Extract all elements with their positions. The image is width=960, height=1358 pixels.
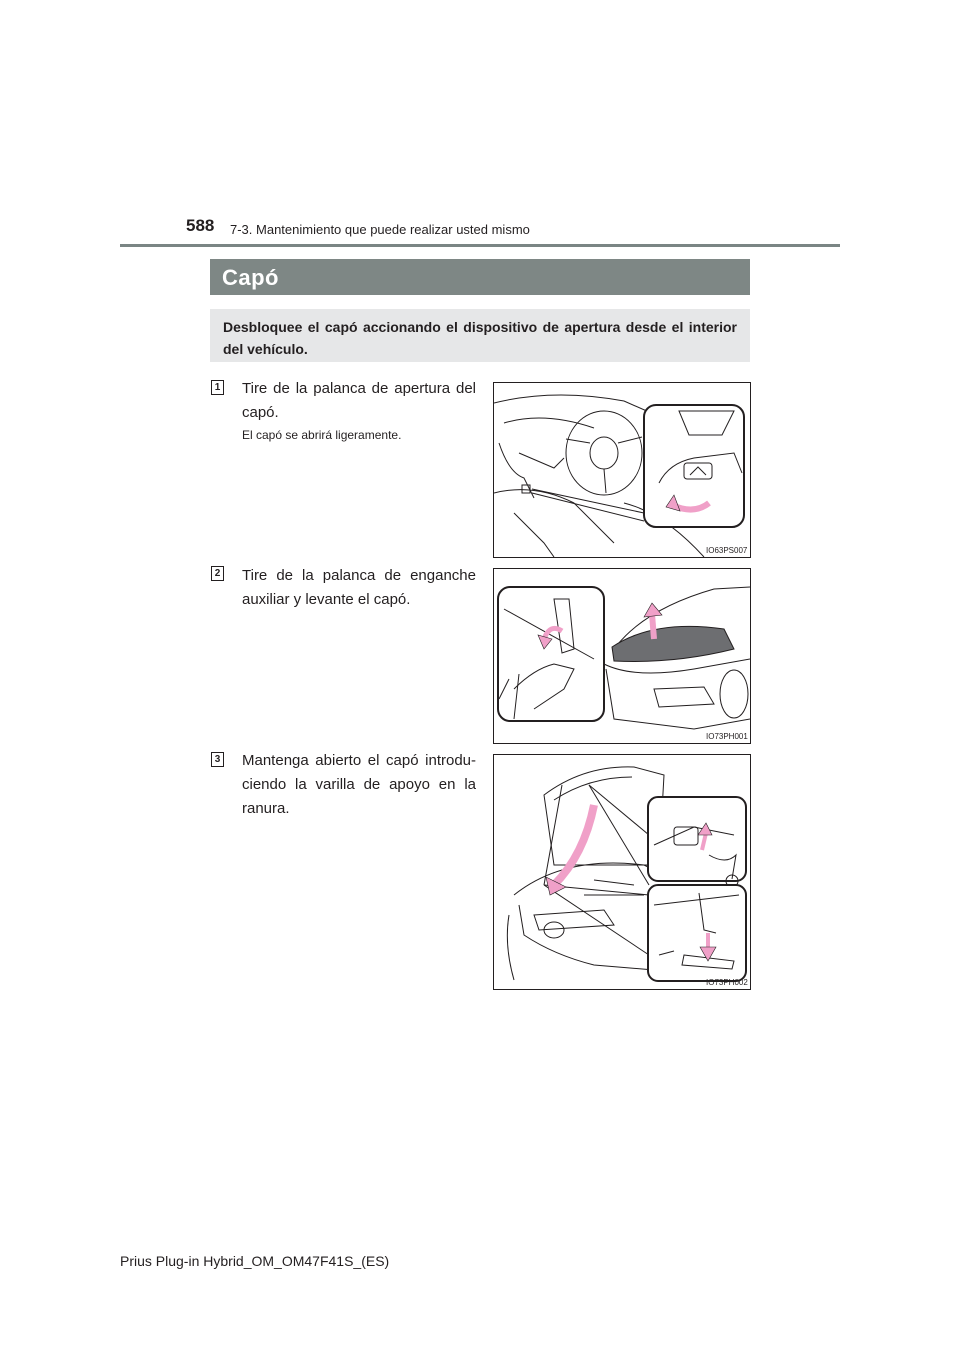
step-3-text: Mantenga abierto el capó introdu-ciendo la varilla de apoyo en la ranura. bbox=[242, 752, 476, 817]
step-number-1: 1 bbox=[211, 380, 224, 395]
image-code-3: IO73PH002 bbox=[706, 978, 748, 987]
illustration-auxiliary-catch bbox=[493, 568, 751, 744]
step-number-3: 3 bbox=[211, 752, 224, 767]
step-number-2: 2 bbox=[211, 566, 224, 581]
intro-box bbox=[210, 309, 750, 362]
title-bar bbox=[210, 259, 750, 295]
page-title: Capó bbox=[222, 265, 279, 290]
header-divider bbox=[120, 244, 840, 247]
step-2-text: Tire de la palanca de enganche auxiliar y levante el capó. bbox=[242, 567, 476, 608]
intro-text: Desbloquee el capó accionando el dispositivo de apertura desde el interior del vehículo. bbox=[223, 319, 737, 357]
step-1-note: El capó se abrirá ligeramente. bbox=[242, 428, 402, 442]
footer-document-id: Prius Plug-in Hybrid_OM_OM47F41S_(ES) bbox=[120, 1253, 390, 1269]
image-code-1: IO63PS007 bbox=[706, 546, 748, 555]
page-number: 588 bbox=[186, 216, 215, 235]
image-code-2: IO73PH001 bbox=[706, 732, 748, 741]
section-title: 7-3. Mantenimiento que puede realizar usted mismo bbox=[230, 222, 530, 237]
step-1-text: Tire de la palanca de apertura del capó. bbox=[242, 380, 476, 421]
illustration-hood-release-lever bbox=[493, 382, 751, 558]
illustration-support-rod bbox=[493, 754, 751, 990]
